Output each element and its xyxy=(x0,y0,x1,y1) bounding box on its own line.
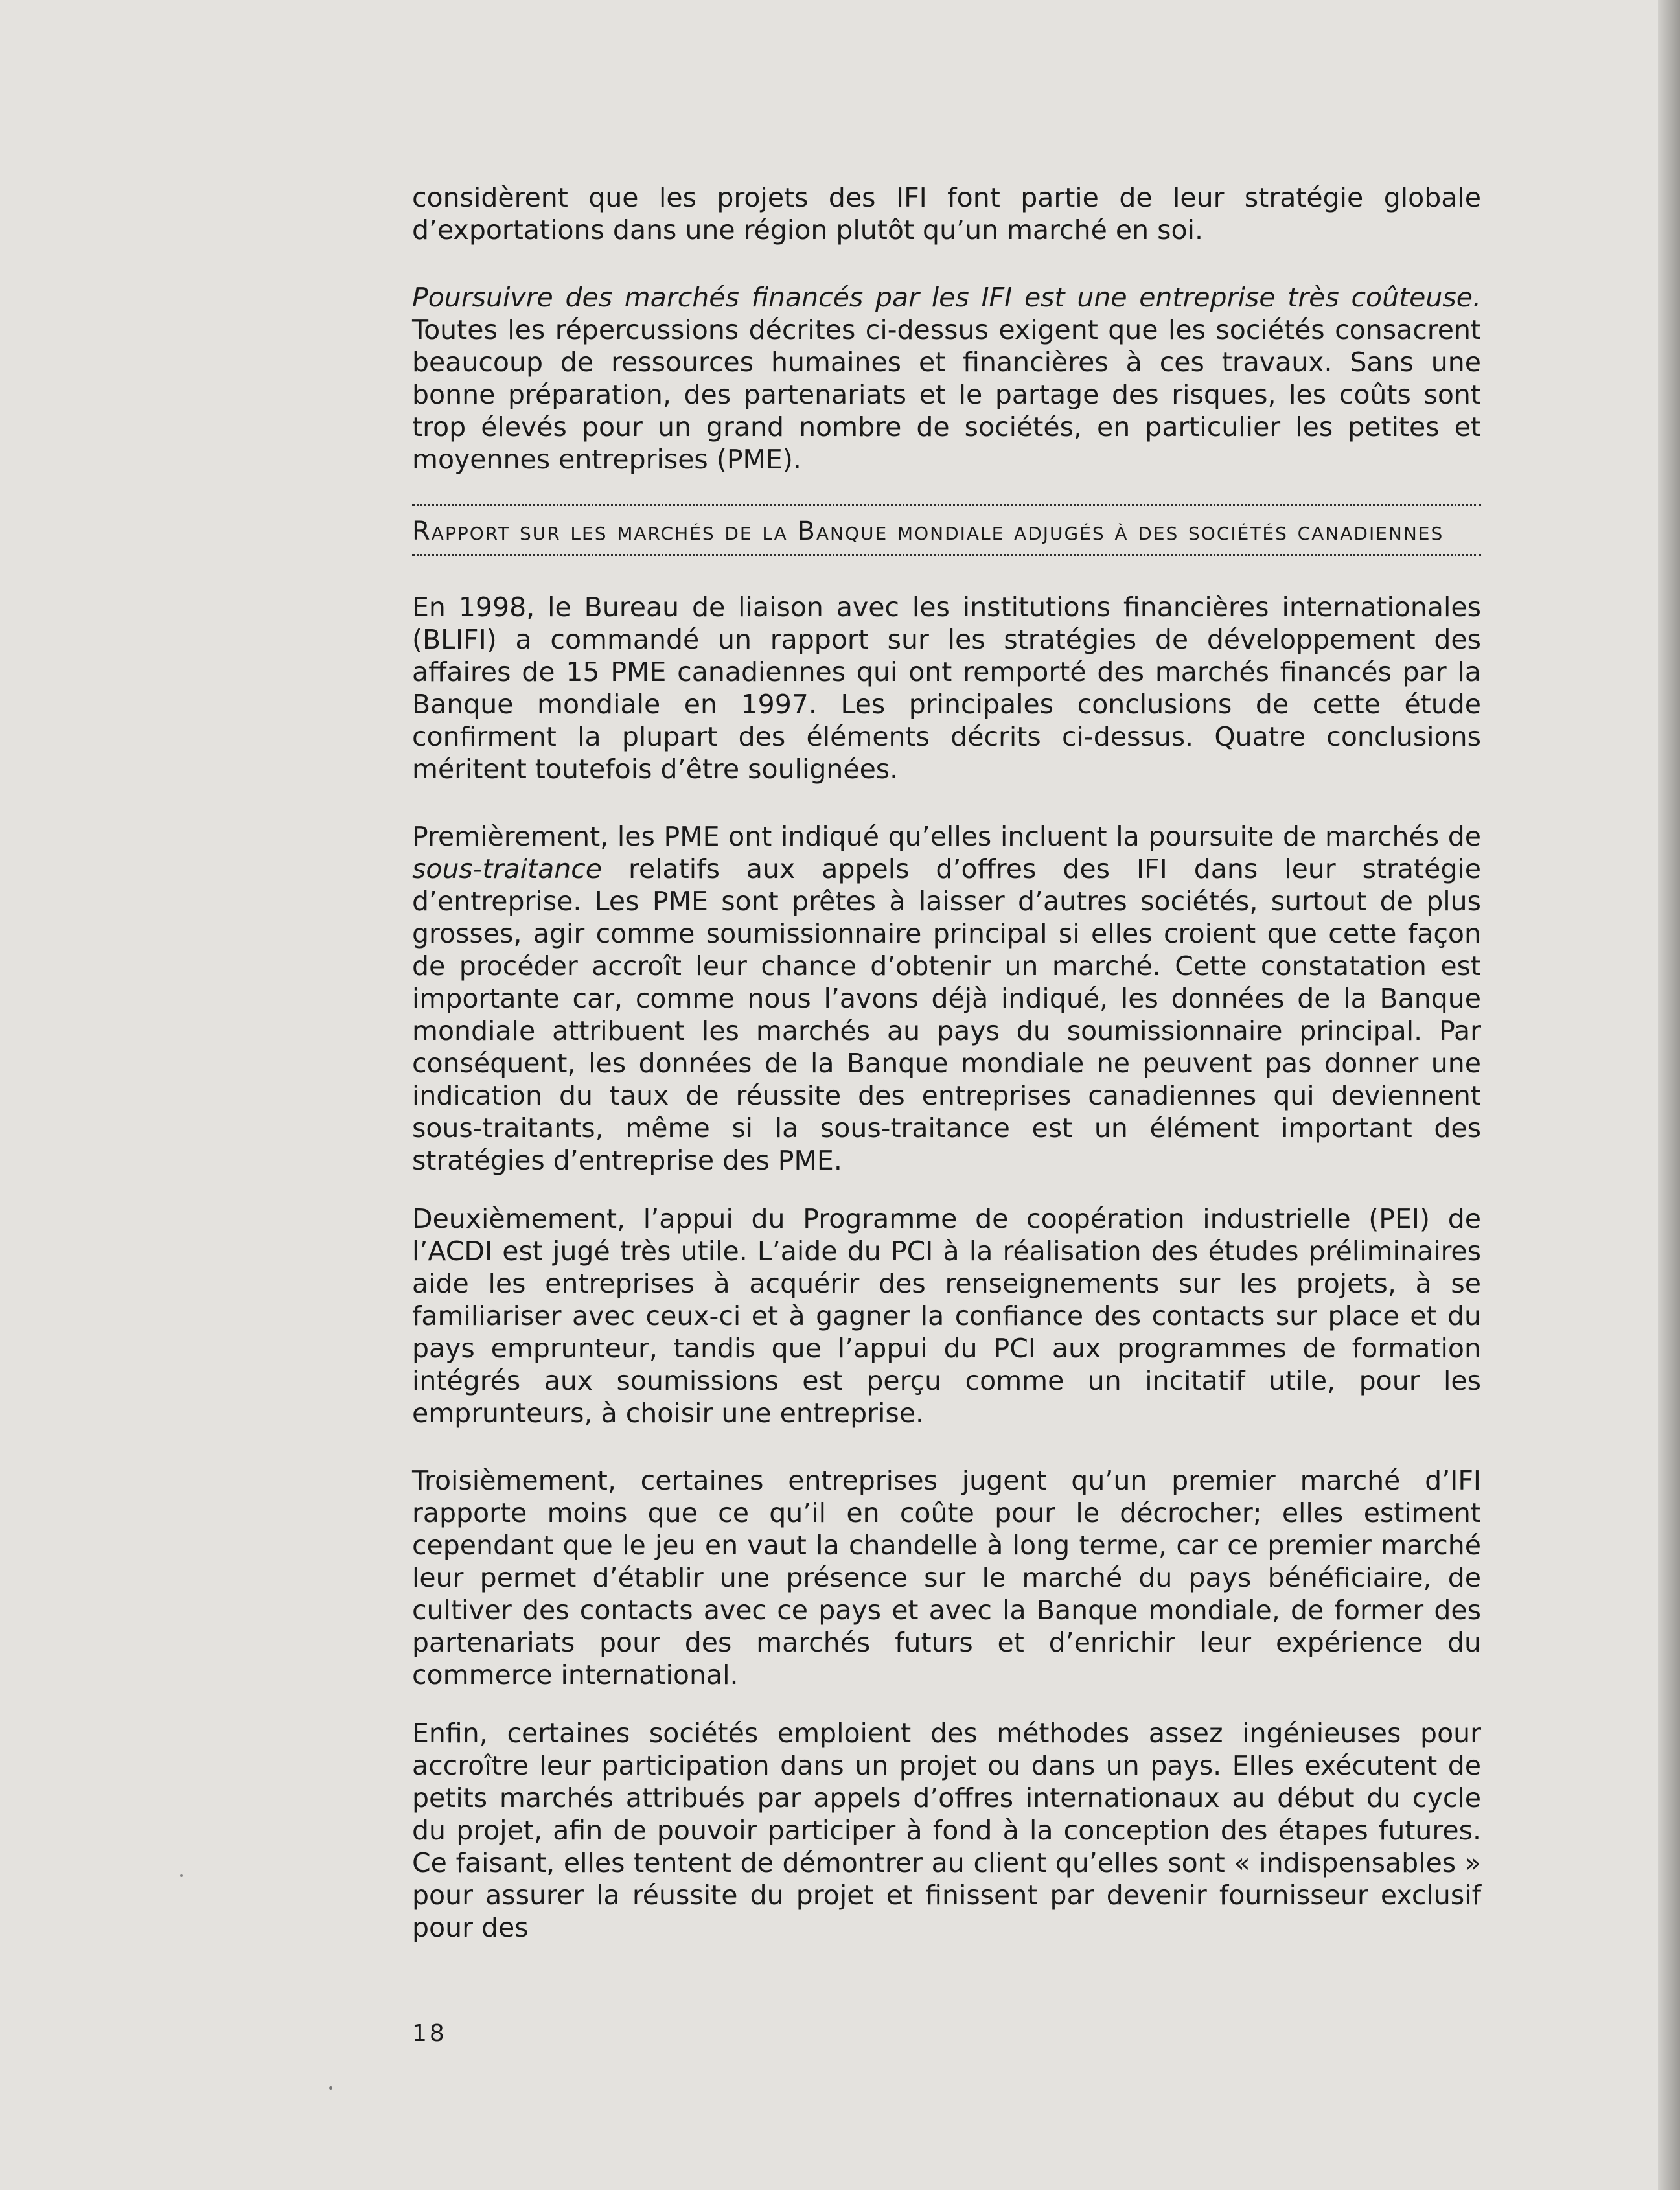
paragraph-costly-body: Toutes les répercussions décrites ci-dessus exigent que les sociétés consacrent beaucoup de ressources humaines et financières à ces travaux. Sans une bonne préparation, des partenariats et le partage des risques, les coûts sont trop élevés pour un grand nombre de sociétés, en particulier les petites et moyennes entreprises (PME). xyxy=(412,314,1481,475)
paragraph-second-conclusion: Deuxièmement, l’appui du Programme de coopération industrielle (PEI) de l’ACDI est jugé très utile. L’aide du PCI à la réalisation des études préliminaires aide les entreprises à acquérir des renseignements sur les projets, à se familiariser avec ceux-ci et à gagner la confiance des contacts sur place et du pays emprunteur, tandis que l’appui du PCI aux programmes de formation intégrés aux soumissions est perçu comme un incitatif utile, pour les emprunteurs, à choisir une entreprise. xyxy=(412,1203,1481,1429)
page-number: 18 xyxy=(412,2020,447,2047)
paragraph-first-after: relatifs aux appels d’offres des IFI dans leur stratégie d’entreprise. Les PME sont prêtes à laisser d’autres sociétés, surtout de plus grosses, agir comme soumissionnaire principal si elles croient que cette façon de procéder accroît leur chance d’obtenir un marché. Cette constatation est importante car, comme nous l’avons déjà indiqué, les données de la Banque mondiale attribuent les marchés au pays du soumissionnaire principal. Par conséquent, les données de la Banque mondiale ne peuvent pas donner une indication du taux de réussite des entreprises canadiennes qui deviennent sous-traitants, même si la sous-traitance est un élément important des stratégies d’entreprise des PME. xyxy=(412,853,1481,1176)
paragraph-first-before: Premièrement, les PME ont indiqué qu’elles incluent la poursuite de marchés de xyxy=(412,821,1481,852)
section-heading-block xyxy=(412,504,1481,556)
paragraph-costly xyxy=(412,281,1481,476)
paragraph-costly-lead: Poursuivre des marchés financés par les IFI est une entreprise très coûteuse. xyxy=(412,282,1481,313)
paragraph-third-conclusion: Troisièmement, certaines entreprises jugent qu’un premier marché d’IFI rapporte moins que ce qu’il en coûte pour le décrocher; elles estiment cependant que le jeu en vaut la chandelle à long terme, car ce premier marché leur permet d’établir une présence sur le marché du pays bénéficiaire, de cultiver des contacts avec ce pays et avec la Banque mondiale, de former des partenariats pour des marchés futurs et d’enrichir leur expérience du commerce international. xyxy=(412,1465,1481,1690)
paragraph-intro: En 1998, le Bureau de liaison avec les institutions financières internationales (BLIFI) a commandé un rapport sur les stratégies de développement des affaires de 15 PME canadiennes qui ont remporté des marchés financés par la Banque mondiale en 1997. Les principales conclusions de cette étude confirment la plupart des éléments décrits ci-dessus. Quatre conclusions méritent toutefois d’être soulignées. xyxy=(412,592,1481,785)
paragraph-first-emphasis: sous-traitance xyxy=(412,853,602,884)
paragraph-continuation: considèrent que les projets des IFI font partie de leur stratégie globale d’exportations dans une région plutôt qu’un marché en soi. xyxy=(412,182,1481,246)
scan-speck xyxy=(180,1874,183,1877)
scan-speck xyxy=(329,2086,332,2090)
document-body xyxy=(412,181,1481,1979)
section-heading: Rapport sur les marchés de la Banque mondiale adjugés à des sociétés canadiennes xyxy=(412,516,1444,546)
paragraph-fourth-conclusion: Enfin, certaines sociétés emploient des méthodes assez ingénieuses pour accroître leur participation dans un projet ou dans un pays. Elles exécutent de petits marchés attribués par appels d’offres internationaux au début du cycle du projet, afin de pouvoir participer à fond à la conception des étapes futures. Ce faisant, elles tentent de démontrer au client qu’elles sont « indispensables » pour assurer la réussite du projet et finissent par devenir fournisseur exclusif pour des xyxy=(412,1718,1481,1943)
scan-page-edge xyxy=(1658,0,1680,2190)
paragraph-first-conclusion xyxy=(412,820,1481,1177)
